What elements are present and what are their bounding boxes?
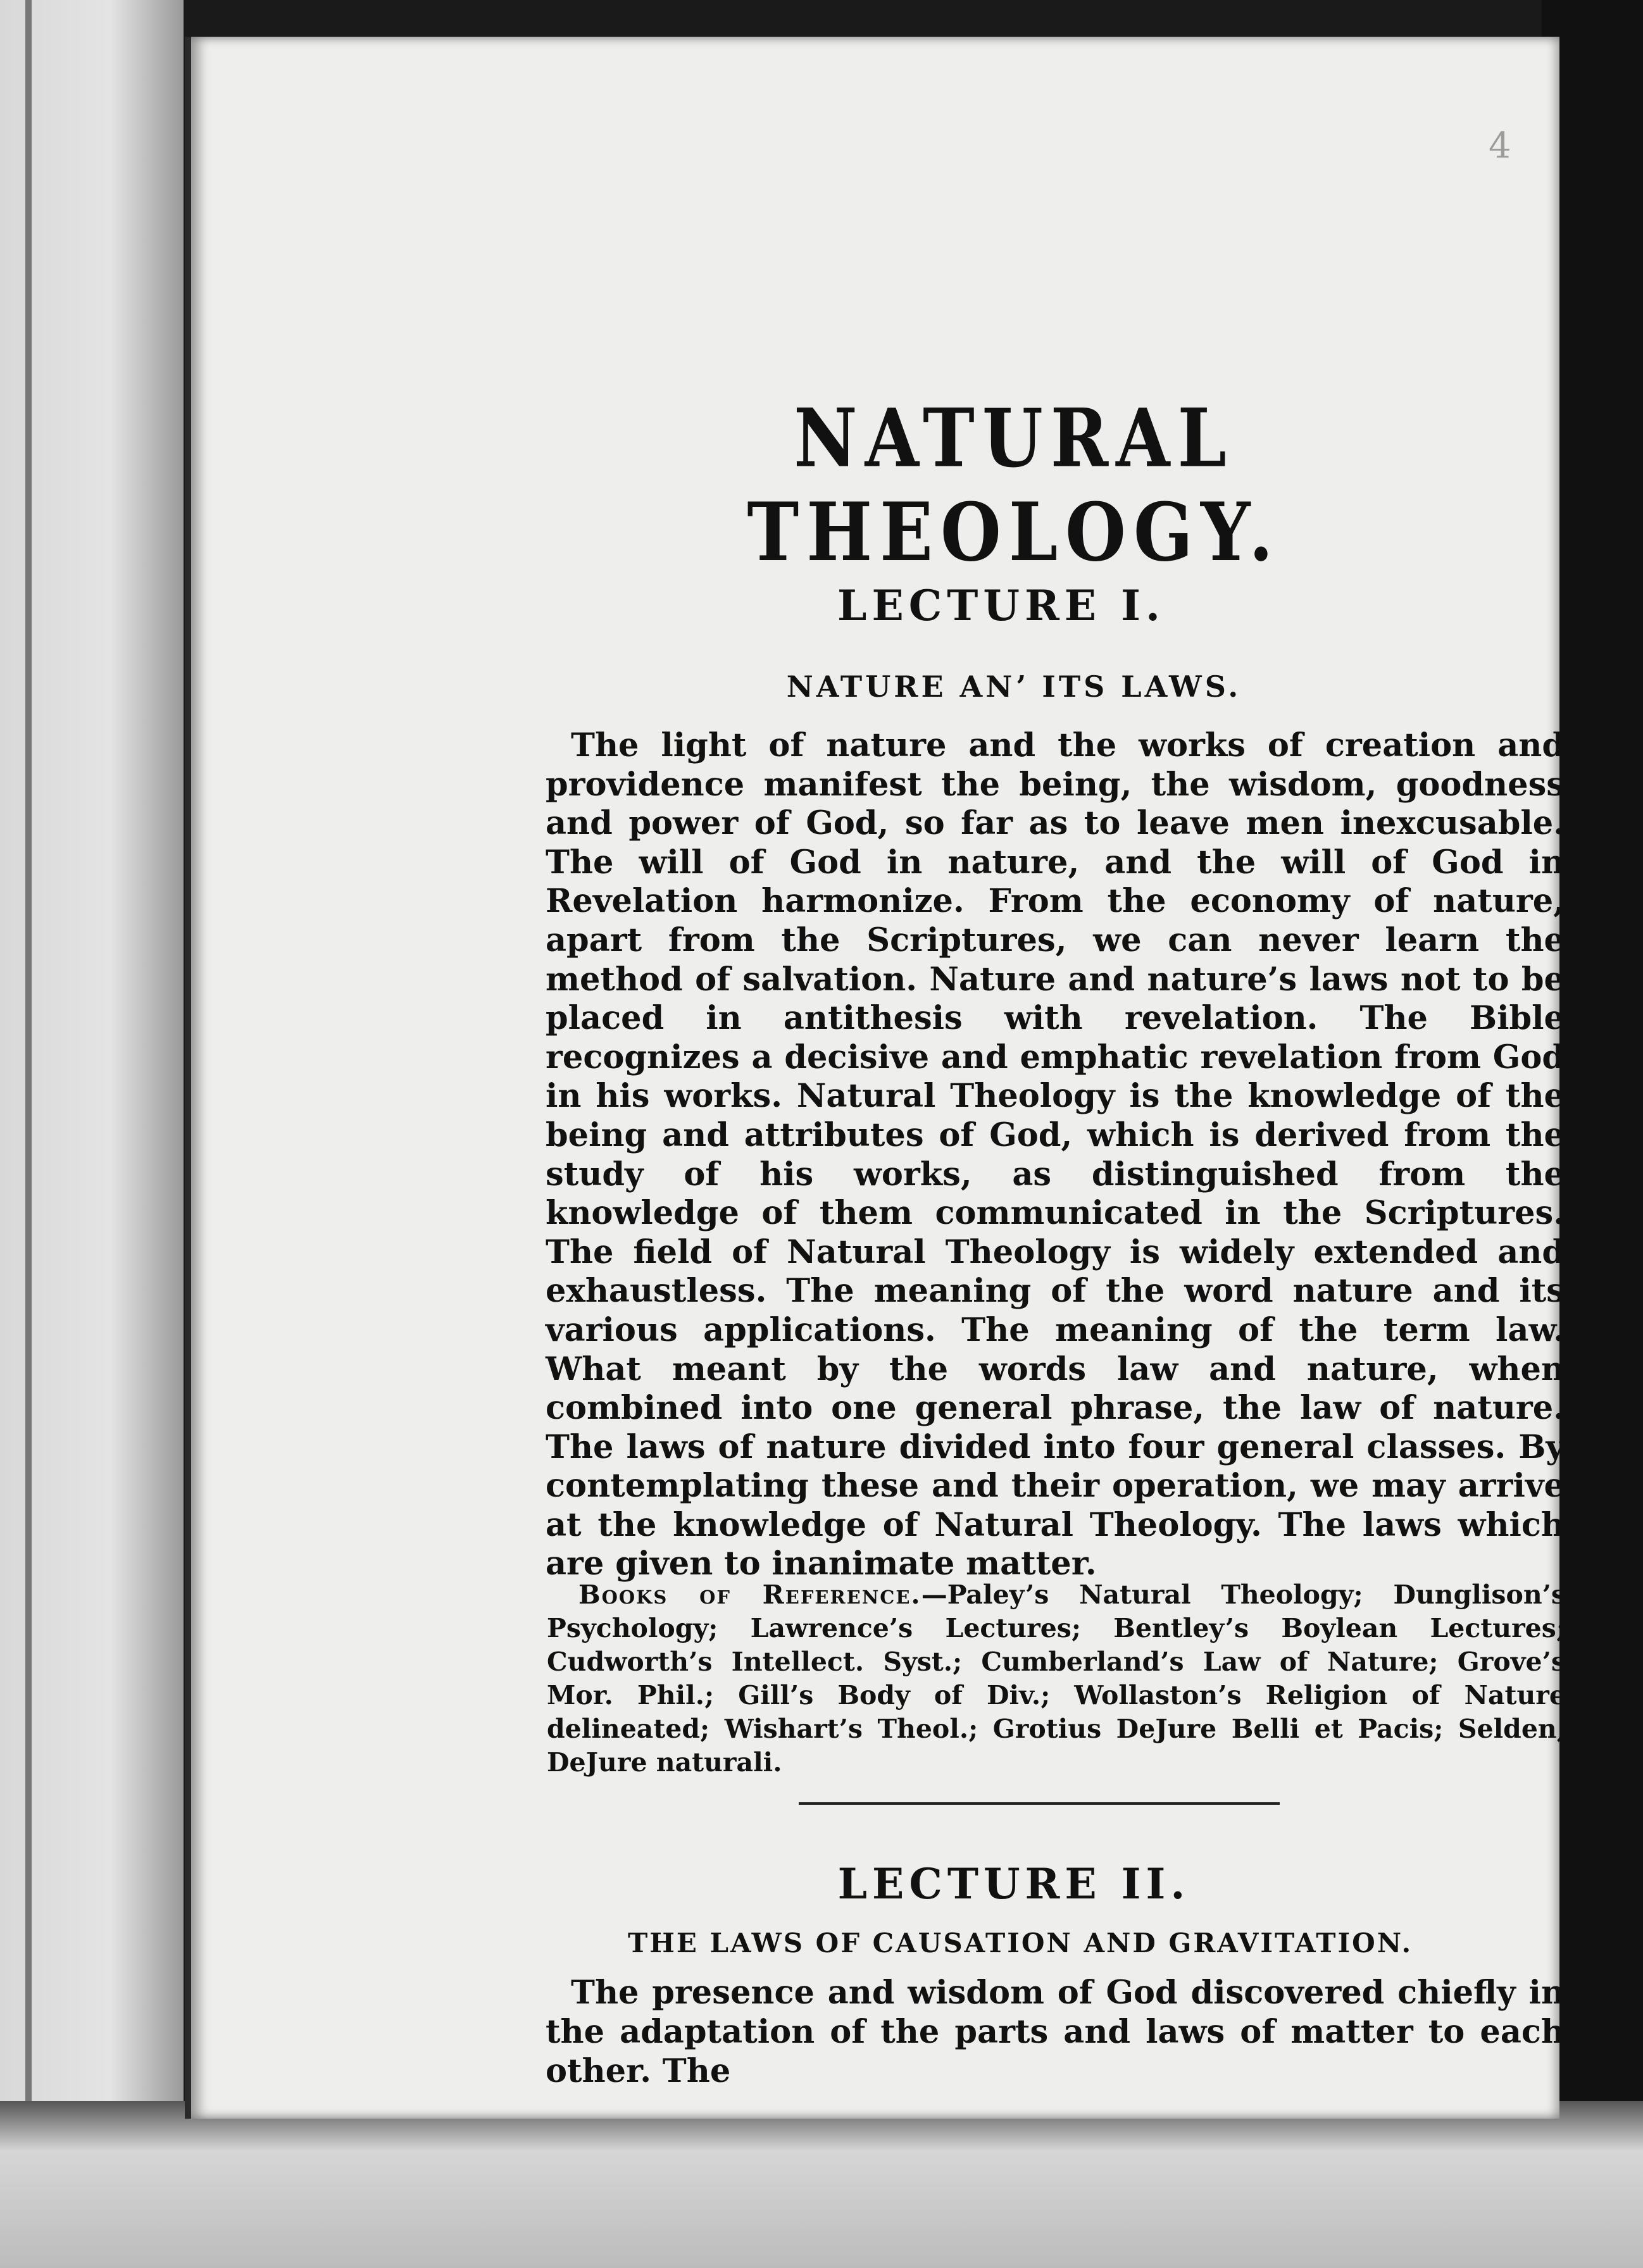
scan-background-bottom [0, 2101, 1643, 2268]
page-edge-line [25, 0, 32, 2268]
lecture-2-heading: LECTURE II. [837, 1859, 1190, 1909]
lecture-2-body: The presence and wisdom of God discovered chiefly in the adaptation of the parts and laws of matter to each other. The [546, 1974, 1565, 2090]
references-list: —Paley’s Natural Theology; Dunglison’s Psychology; Lawrence’s Lectures; Bentley’s Boylean Lectures; Cudworth’s Intellect. Syst.; Cumberland’s Law of Nature; Grove’s Mor. Phil.; Gill’s Body of Div.; Wollaston’s Religion of Nature delineated; Wishart’s Theol.; Grotius DeJure Belli et Pacis; Selden, DeJure naturali. [547, 1580, 1566, 1778]
document-page [185, 37, 1566, 2119]
facing-page-strip [0, 0, 184, 2268]
section-divider [799, 1802, 1280, 1805]
references-label: Books of Reference. [578, 1580, 921, 1610]
lecture-2-subheading: THE LAWS OF CAUSATION AND GRAVITATION. [627, 1928, 1413, 1959]
page-number: 4 [1489, 125, 1511, 166]
books-of-reference [547, 1578, 1566, 1779]
page-title: NATURAL THEOLOGY. [747, 391, 1281, 579]
lecture-1-heading: LECTURE I. [837, 581, 1165, 630]
lecture-1-subheading: NATURE ANʼ ITS LAWS. [786, 670, 1242, 704]
lecture-1-body: The light of nature and the works of creation and providence manifest the being, the wisdom, goodness and power of God, so far as to leave men inexcusable. The will of God in nature, and the will of God in Revelation harmonize. From the economy of nature, apart from the Scriptures, we can never learn the method of salvation. Nature and nature’s laws not to be placed in antithesis with revelation. The Bible recognizes a decisive and emphatic revelation from God in his works. Natural Theology is the knowledge of the being and attributes of God, which is derived from the study of his works, as distinguished from the knowledge of them communicated in the Scriptures. The field of Natural Theology is widely extended and exhaustless. The meaning of the word nature and its various applications. The meaning of the term law. What meant by the words law and nature, when combined into one general phrase, the law of nature. The laws of nature divided into four general classes. By contemplating these and their operation, we may arrive at the knowledge of Natural Theology. The laws which are given to inanimate matter. [546, 726, 1565, 1583]
